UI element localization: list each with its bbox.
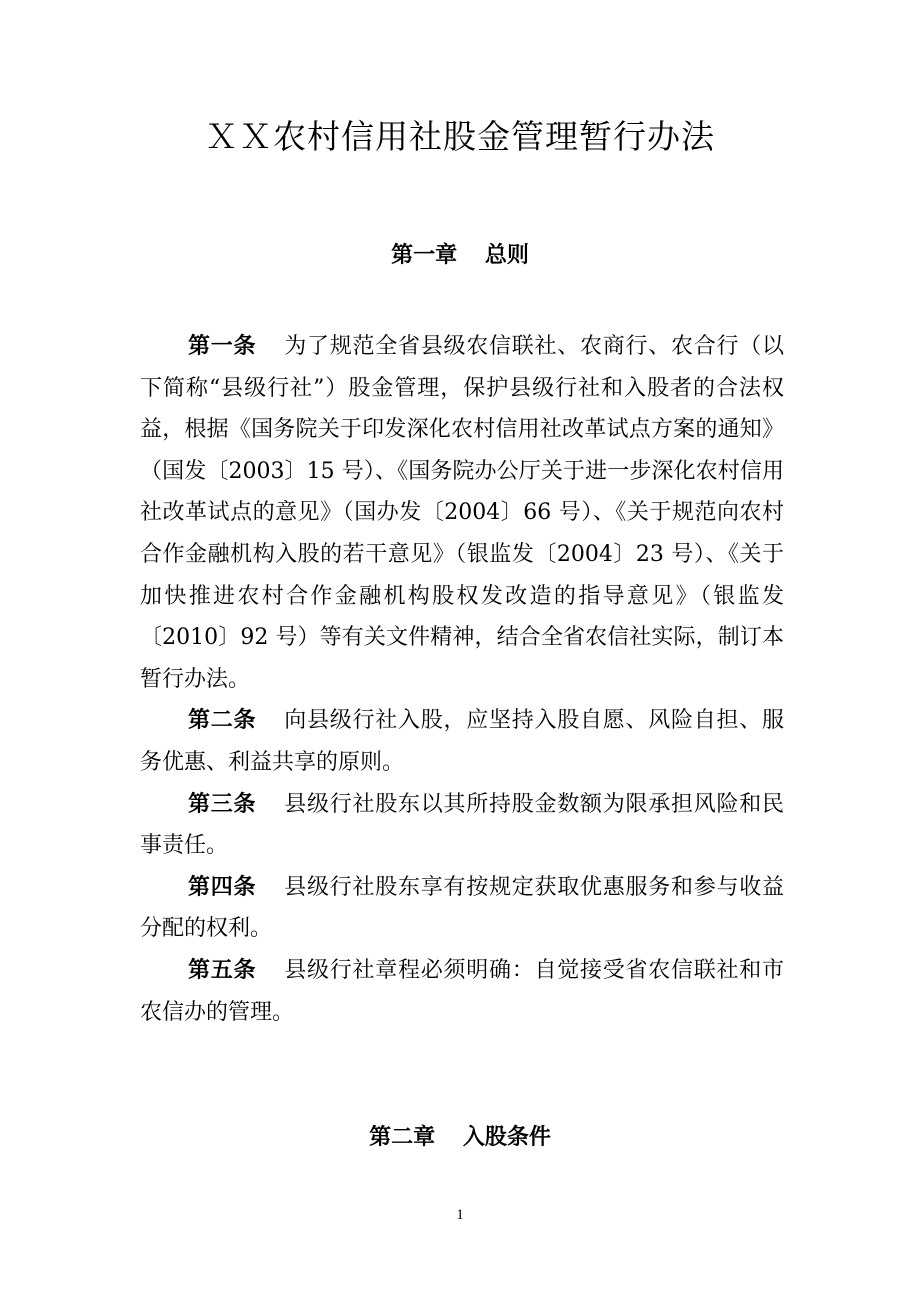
- article-number: 第五条: [188, 957, 257, 983]
- article-number: 第二条: [188, 708, 257, 734]
- article-text: 县级行社章程必须明确：自觉接受省农信联社和市农信办的管理。: [140, 957, 784, 1025]
- article-text: 县级行社股东享有按规定获取优惠服务和参与收益分配的权利。: [140, 874, 784, 942]
- article-text: 县级行社股东以其所持股金数额为限承担风险和民事责任。: [140, 791, 784, 859]
- article-1: [140, 326, 784, 700]
- chapter-1-heading: 第一章 总则: [391, 243, 529, 268]
- document-title: ＸＸ农村信用社股金管理暂行办法: [205, 117, 715, 156]
- article-5: [140, 950, 784, 1033]
- page-number: 1: [456, 1207, 464, 1223]
- article-2: [140, 700, 784, 783]
- article-4: [140, 867, 784, 950]
- chapter-1-articles: [140, 326, 784, 1033]
- chapter-2-heading: 第二章 入股条件: [369, 1125, 551, 1150]
- article-text: 为了规范全省县级农信联社、农商行、农合行（以下简称“县级行社”）股金管理，保护县级行社和入股者的合法权益，根据《国务院关于印发深化农村信用社改革试点方案的通知》（国发〔2003〕15 号）、《国务院办公厅关于进一步深化农村信用社改革试点的意见》（国办发〔2004〕66 号）、《关于规范向农村合作金融机构入股的若干意见》（银监发〔2004〕23 号）、《关于加快推进农村合作金融机构股权发改造的指导意见》（银监发〔2010〕92 号）等有关文件精神，结合全省农信社实际，制订本暂行办法。: [140, 334, 784, 692]
- article-number: 第四条: [188, 874, 257, 900]
- article-number: 第三条: [188, 791, 257, 817]
- article-number: 第一条: [188, 334, 257, 359]
- article-text: 向县级行社入股，应坚持入股自愿、风险自担、服务优惠、利益共享的原则。: [140, 708, 784, 775]
- article-3: [140, 784, 784, 867]
